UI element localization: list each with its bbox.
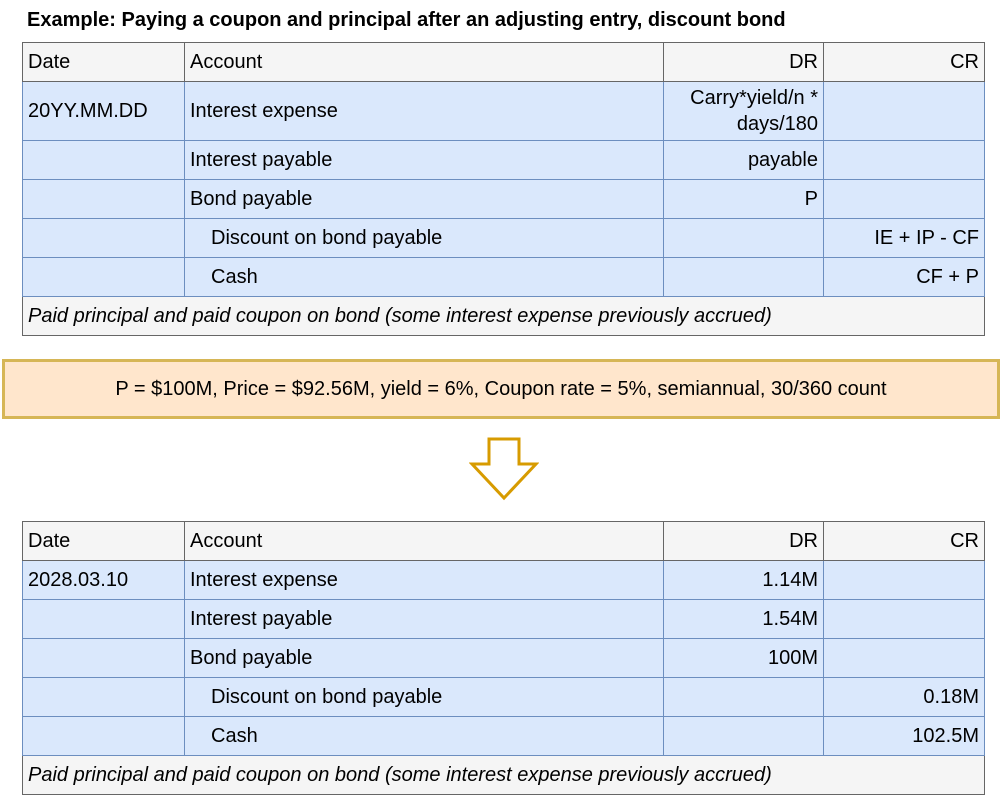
table-row xyxy=(23,180,985,219)
table-row xyxy=(23,639,985,678)
row-date xyxy=(23,141,185,180)
row-date xyxy=(23,600,185,639)
row-dr xyxy=(664,219,824,258)
table-row xyxy=(23,258,985,297)
row-cr xyxy=(824,561,985,600)
header-date: Date xyxy=(23,522,185,561)
header-date: Date xyxy=(23,43,185,82)
row-dr: P xyxy=(664,180,824,219)
table-row xyxy=(23,219,985,258)
parameters-box xyxy=(2,359,1000,419)
row-cr: 0.18M xyxy=(824,678,985,717)
row-cr xyxy=(824,180,985,219)
row-date xyxy=(23,258,185,297)
row-cr: CF + P xyxy=(824,258,985,297)
table-footer-note: Paid principal and paid coupon on bond (some interest expense previously accrued) xyxy=(23,756,985,795)
row-account-label: Discount on bond payable xyxy=(211,685,443,708)
row-account: Interest payable xyxy=(185,600,664,639)
header-dr: DR xyxy=(664,522,824,561)
parameters-text: P = $100M, Price = $92.56M, yield = 6%, Coupon rate = 5%, semiannual, 30/360 count xyxy=(115,377,887,400)
row-dr xyxy=(664,717,824,756)
diagram-title: Example: Paying a coupon and principal after an adjusting entry, discount bond xyxy=(27,9,786,31)
table-header-row xyxy=(23,43,985,82)
row-cr xyxy=(824,141,985,180)
row-account: Interest expense xyxy=(185,82,664,141)
table-header-row xyxy=(23,522,985,561)
table-row xyxy=(23,717,985,756)
row-account: Interest payable xyxy=(185,141,664,180)
row-date xyxy=(23,219,185,258)
row-dr: payable xyxy=(664,141,824,180)
row-cr xyxy=(824,600,985,639)
down-arrow-icon xyxy=(469,437,539,501)
table-row xyxy=(23,82,985,141)
row-date xyxy=(23,717,185,756)
template-journal-table xyxy=(22,42,985,336)
table-row xyxy=(23,678,985,717)
row-account xyxy=(185,717,664,756)
row-account-label: Cash xyxy=(211,724,258,747)
row-dr xyxy=(664,258,824,297)
header-cr: CR xyxy=(824,43,985,82)
table-footer-row xyxy=(23,756,985,795)
header-dr: DR xyxy=(664,43,824,82)
row-dr: 100M xyxy=(664,639,824,678)
row-account xyxy=(185,219,664,258)
row-dr xyxy=(664,678,824,717)
row-cr: IE + IP - CF xyxy=(824,219,985,258)
row-account xyxy=(185,678,664,717)
row-account: Interest expense xyxy=(185,561,664,600)
row-cr xyxy=(824,639,985,678)
row-dr: Carry*yield/n * days/180 xyxy=(664,82,824,141)
row-cr xyxy=(824,82,985,141)
header-account: Account xyxy=(185,522,664,561)
table-footer-row xyxy=(23,297,985,336)
row-date xyxy=(23,180,185,219)
row-cr: 102.5M xyxy=(824,717,985,756)
row-account: Bond payable xyxy=(185,639,664,678)
row-date: 20YY.MM.DD xyxy=(23,82,185,141)
table-row xyxy=(23,141,985,180)
row-account-label: Discount on bond payable xyxy=(211,226,443,249)
header-account: Account xyxy=(185,43,664,82)
row-account xyxy=(185,258,664,297)
table-row xyxy=(23,561,985,600)
row-date xyxy=(23,639,185,678)
header-cr: CR xyxy=(824,522,985,561)
row-date xyxy=(23,678,185,717)
table-footer-note: Paid principal and paid coupon on bond (some interest expense previously accrued) xyxy=(23,297,985,336)
example-journal-table xyxy=(22,521,985,795)
row-dr: 1.54M xyxy=(664,600,824,639)
row-dr: 1.14M xyxy=(664,561,824,600)
row-date: 2028.03.10 xyxy=(23,561,185,600)
table-row xyxy=(23,600,985,639)
row-account-label: Cash xyxy=(211,265,258,288)
row-account: Bond payable xyxy=(185,180,664,219)
